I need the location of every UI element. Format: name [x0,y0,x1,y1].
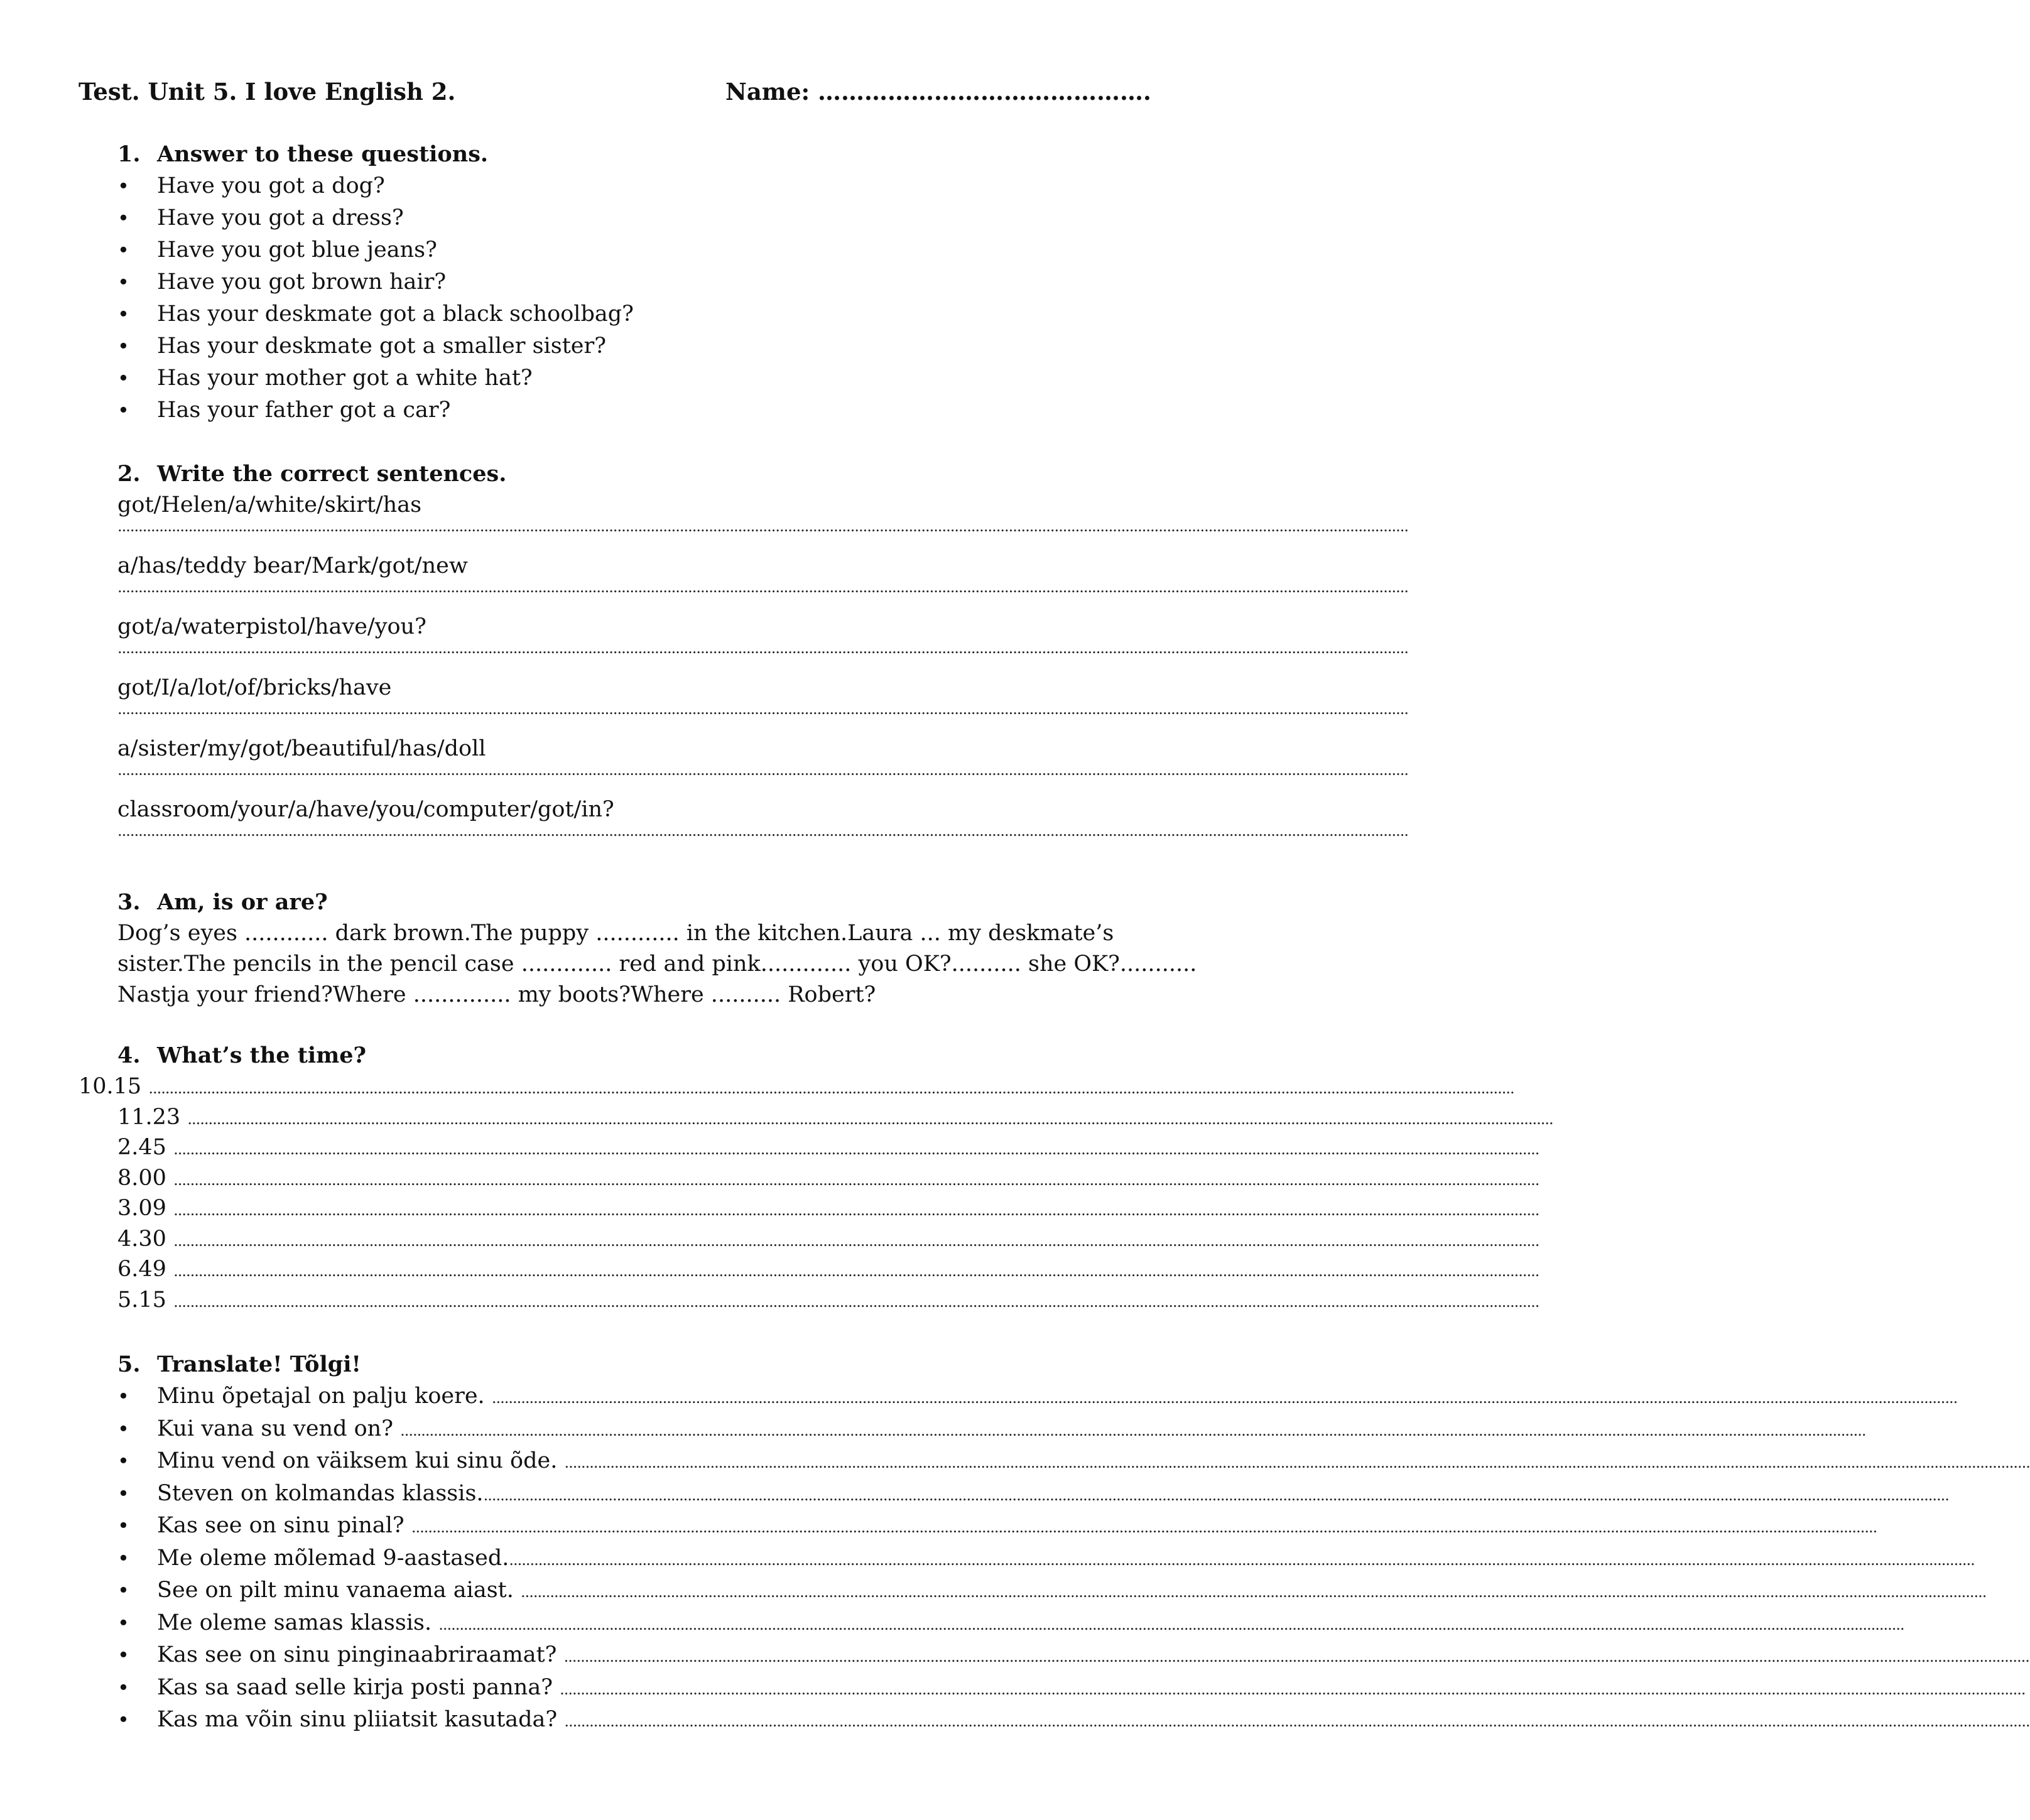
time-answer-line[interactable]: ........................................................................................................................................................................................................................................................................................................................................ [173,1171,1539,1189]
translate-sentence: Kas see on sinu pinal? [157,1513,404,1538]
question-item: • Have you got a dress? [117,202,1185,234]
time-row[interactable] [79,1254,1539,1285]
translate-item [117,1478,1949,1510]
time-value: 10.15 [79,1074,142,1099]
translate-sentence: Minu õpetajal on palju koere. [157,1384,485,1409]
question-item: • Has your deskmate got a black schoolbag? [117,298,1185,330]
section-3-title: Am, is or are? [157,889,328,915]
translate-sentence: Kas sa saad selle kirja posti panna? [157,1674,553,1700]
scrambled-sentence: got/I/a/lot/of/bricks/have [117,675,392,700]
translate-answer-line[interactable]: ................................................................................................................................................................................................................................................................................................................................................................ [564,1713,2030,1730]
question-item: • Has your mother got a white hat? [117,362,1185,394]
time-value: 5.15 [117,1287,166,1313]
translate-item [117,1380,1958,1413]
answer-line[interactable]: ...................................................................................................................................................................................................................................................................................................................... [117,517,1408,535]
time-answer-line[interactable]: ........................................................................................................................................................................................................................................................................................................................................ [173,1140,1539,1158]
name-field[interactable]: Name: ……………………………………. [725,78,1151,106]
section-5-number: 5. [117,1351,141,1377]
time-answer-line[interactable]: ........................................................................................................................................................................................................................................................................................................................................ [173,1262,1539,1280]
time-answer-line[interactable]: ........................................................................................................................................................................................................................................................................................................................................ [173,1292,1539,1311]
translate-item [117,1542,1975,1575]
time-row[interactable] [79,1224,1539,1255]
translate-answer-line[interactable]: ................................................................................................................................................................................................................................................................................................................................................................ [491,1389,1958,1407]
translate-list [117,1380,2030,1736]
section-2-heading [117,458,1060,490]
section-1-heading [117,138,1185,170]
translate-answer-line[interactable]: ................................................................................................................................................................................................................................................................................................................................................................ [509,1551,1975,1569]
translate-sentence: See on pilt minu vanaema aiast. [157,1578,514,1603]
time-value: 11.23 [117,1104,181,1130]
fill-in-paragraph[interactable]: Dog’s eyes ............ dark brown.The puppy ............ in the kitchen.Laura ... my deskmate’s sister.The pencils in the pencil case ............. red and pink............. you OK?.......... she OK?........... Nastja your friend?Where .............. my boots?Where .......... Robert? [117,921,1197,1007]
time-value: 8.00 [117,1165,166,1191]
section-3-heading [117,887,1198,918]
section-translate [117,1349,2030,1736]
time-answer-line[interactable]: ........................................................................................................................................................................................................................................................................................................................................ [187,1110,1553,1128]
translate-item [117,1574,1987,1607]
section-whats-the-time [79,1040,1553,1315]
translate-answer-line[interactable]: ................................................................................................................................................................................................................................................................................................................................................................ [483,1486,1949,1504]
test-title: Test. Unit 5. I love English 2. [79,78,456,106]
section-2-title: Write the correct sentences. [157,461,507,487]
question-item: • Have you got a dog? [117,170,1185,202]
time-row[interactable] [79,1132,1539,1163]
translate-sentence: Me oleme samas klassis. [157,1610,432,1635]
translate-item [117,1445,2030,1478]
answer-line[interactable]: ...................................................................................................................................................................................................................................................................................................................... [117,822,1408,840]
time-row[interactable] [79,1193,1539,1224]
section-4-heading [79,1040,1146,1071]
section-5-heading [117,1349,1217,1380]
section-1-number: 1. [117,141,141,167]
translate-sentence: Kui vana su vend on? [157,1416,393,1441]
scrambled-sentence: got/Helen/a/white/skirt/has [117,492,422,517]
translate-sentence: Kas ma võin sinu pliiatsit kasutada? [157,1707,558,1732]
scrambled-sentence: a/has/teddy bear/Mark/got/new [117,553,468,578]
translate-sentence: Steven on kolmandas klassis. [157,1480,484,1506]
time-answer-line[interactable]: ........................................................................................................................................................................................................................................................................................................................................ [148,1080,1514,1097]
time-value: 4.30 [117,1226,166,1252]
translate-answer-line[interactable]: ................................................................................................................................................................................................................................................................................................................................................................ [438,1615,1904,1633]
section-2-number: 2. [117,461,141,487]
translate-item [117,1510,1877,1542]
scrambled-sentence: a/sister/my/got/beautiful/has/doll [117,736,486,761]
time-answer-line[interactable]: ........................................................................................................................................................................................................................................................................................................................................ [173,1232,1539,1250]
section-5-title: Translate! Tõlgi! [157,1351,361,1377]
question-item: • Has your deskmate got a smaller sister? [117,330,1185,362]
section-4-number: 4. [117,1043,141,1068]
translate-answer-line[interactable]: ................................................................................................................................................................................................................................................................................................................................................................ [563,1648,2029,1666]
section-answer-questions [117,138,1185,426]
translate-answer-line[interactable]: ................................................................................................................................................................................................................................................................................................................................................................ [521,1583,1987,1601]
time-value: 6.49 [117,1257,166,1282]
translate-sentence: Minu vend on väiksem kui sinu õde. [157,1448,558,1473]
time-row[interactable] [79,1102,1553,1133]
question-item: • Has your father got a car? [117,394,1185,426]
translate-item [117,1704,2030,1736]
translate-answer-line[interactable]: ................................................................................................................................................................................................................................................................................................................................................................ [560,1680,2026,1698]
translate-sentence: Me oleme mõlemad 9-aastased. [157,1545,509,1571]
answer-line[interactable]: ...................................................................................................................................................................................................................................................................................................................... [117,639,1408,657]
answer-line[interactable]: ...................................................................................................................................................................................................................................................................................................................... [117,578,1408,596]
scrambled-sentence: classroom/your/a/have/you/computer/got/in? [117,797,614,822]
section-am-is-are [117,887,1198,1010]
time-answer-line[interactable]: ........................................................................................................................................................................................................................................................................................................................................ [173,1201,1539,1219]
time-value: 3.09 [117,1196,166,1221]
section-3-number: 3. [117,889,141,915]
question-item: • Have you got brown hair? [117,266,1185,298]
header [79,78,1240,109]
section-1-title: Answer to these questions. [157,141,489,167]
section-correct-sentences [117,458,1408,855]
translate-answer-line[interactable]: ................................................................................................................................................................................................................................................................................................................................................................ [400,1421,1866,1439]
translate-answer-line[interactable]: ................................................................................................................................................................................................................................................................................................................................................................ [411,1519,1877,1536]
time-value: 2.45 [117,1135,166,1160]
section-4-title: What’s the time? [157,1043,367,1068]
question-list [117,170,1185,426]
question-item: • Have you got blue jeans? [117,234,1185,266]
time-row[interactable] [79,1285,1539,1316]
answer-line[interactable]: ...................................................................................................................................................................................................................................................................................................................... [117,700,1408,718]
translate-sentence: Kas see on sinu pinginaabriraamat? [157,1642,557,1667]
translate-item [117,1639,2029,1672]
translate-item [117,1413,1866,1446]
time-row[interactable] [79,1163,1539,1194]
translate-answer-line[interactable]: ................................................................................................................................................................................................................................................................................................................................................................ [564,1454,2030,1471]
translate-item [117,1607,1904,1640]
time-row[interactable] [79,1071,1514,1102]
scrambled-sentence: got/a/waterpistol/have/you? [117,614,426,639]
answer-line[interactable]: ...................................................................................................................................................................................................................................................................................................................... [117,761,1408,779]
translate-item [117,1672,2026,1704]
